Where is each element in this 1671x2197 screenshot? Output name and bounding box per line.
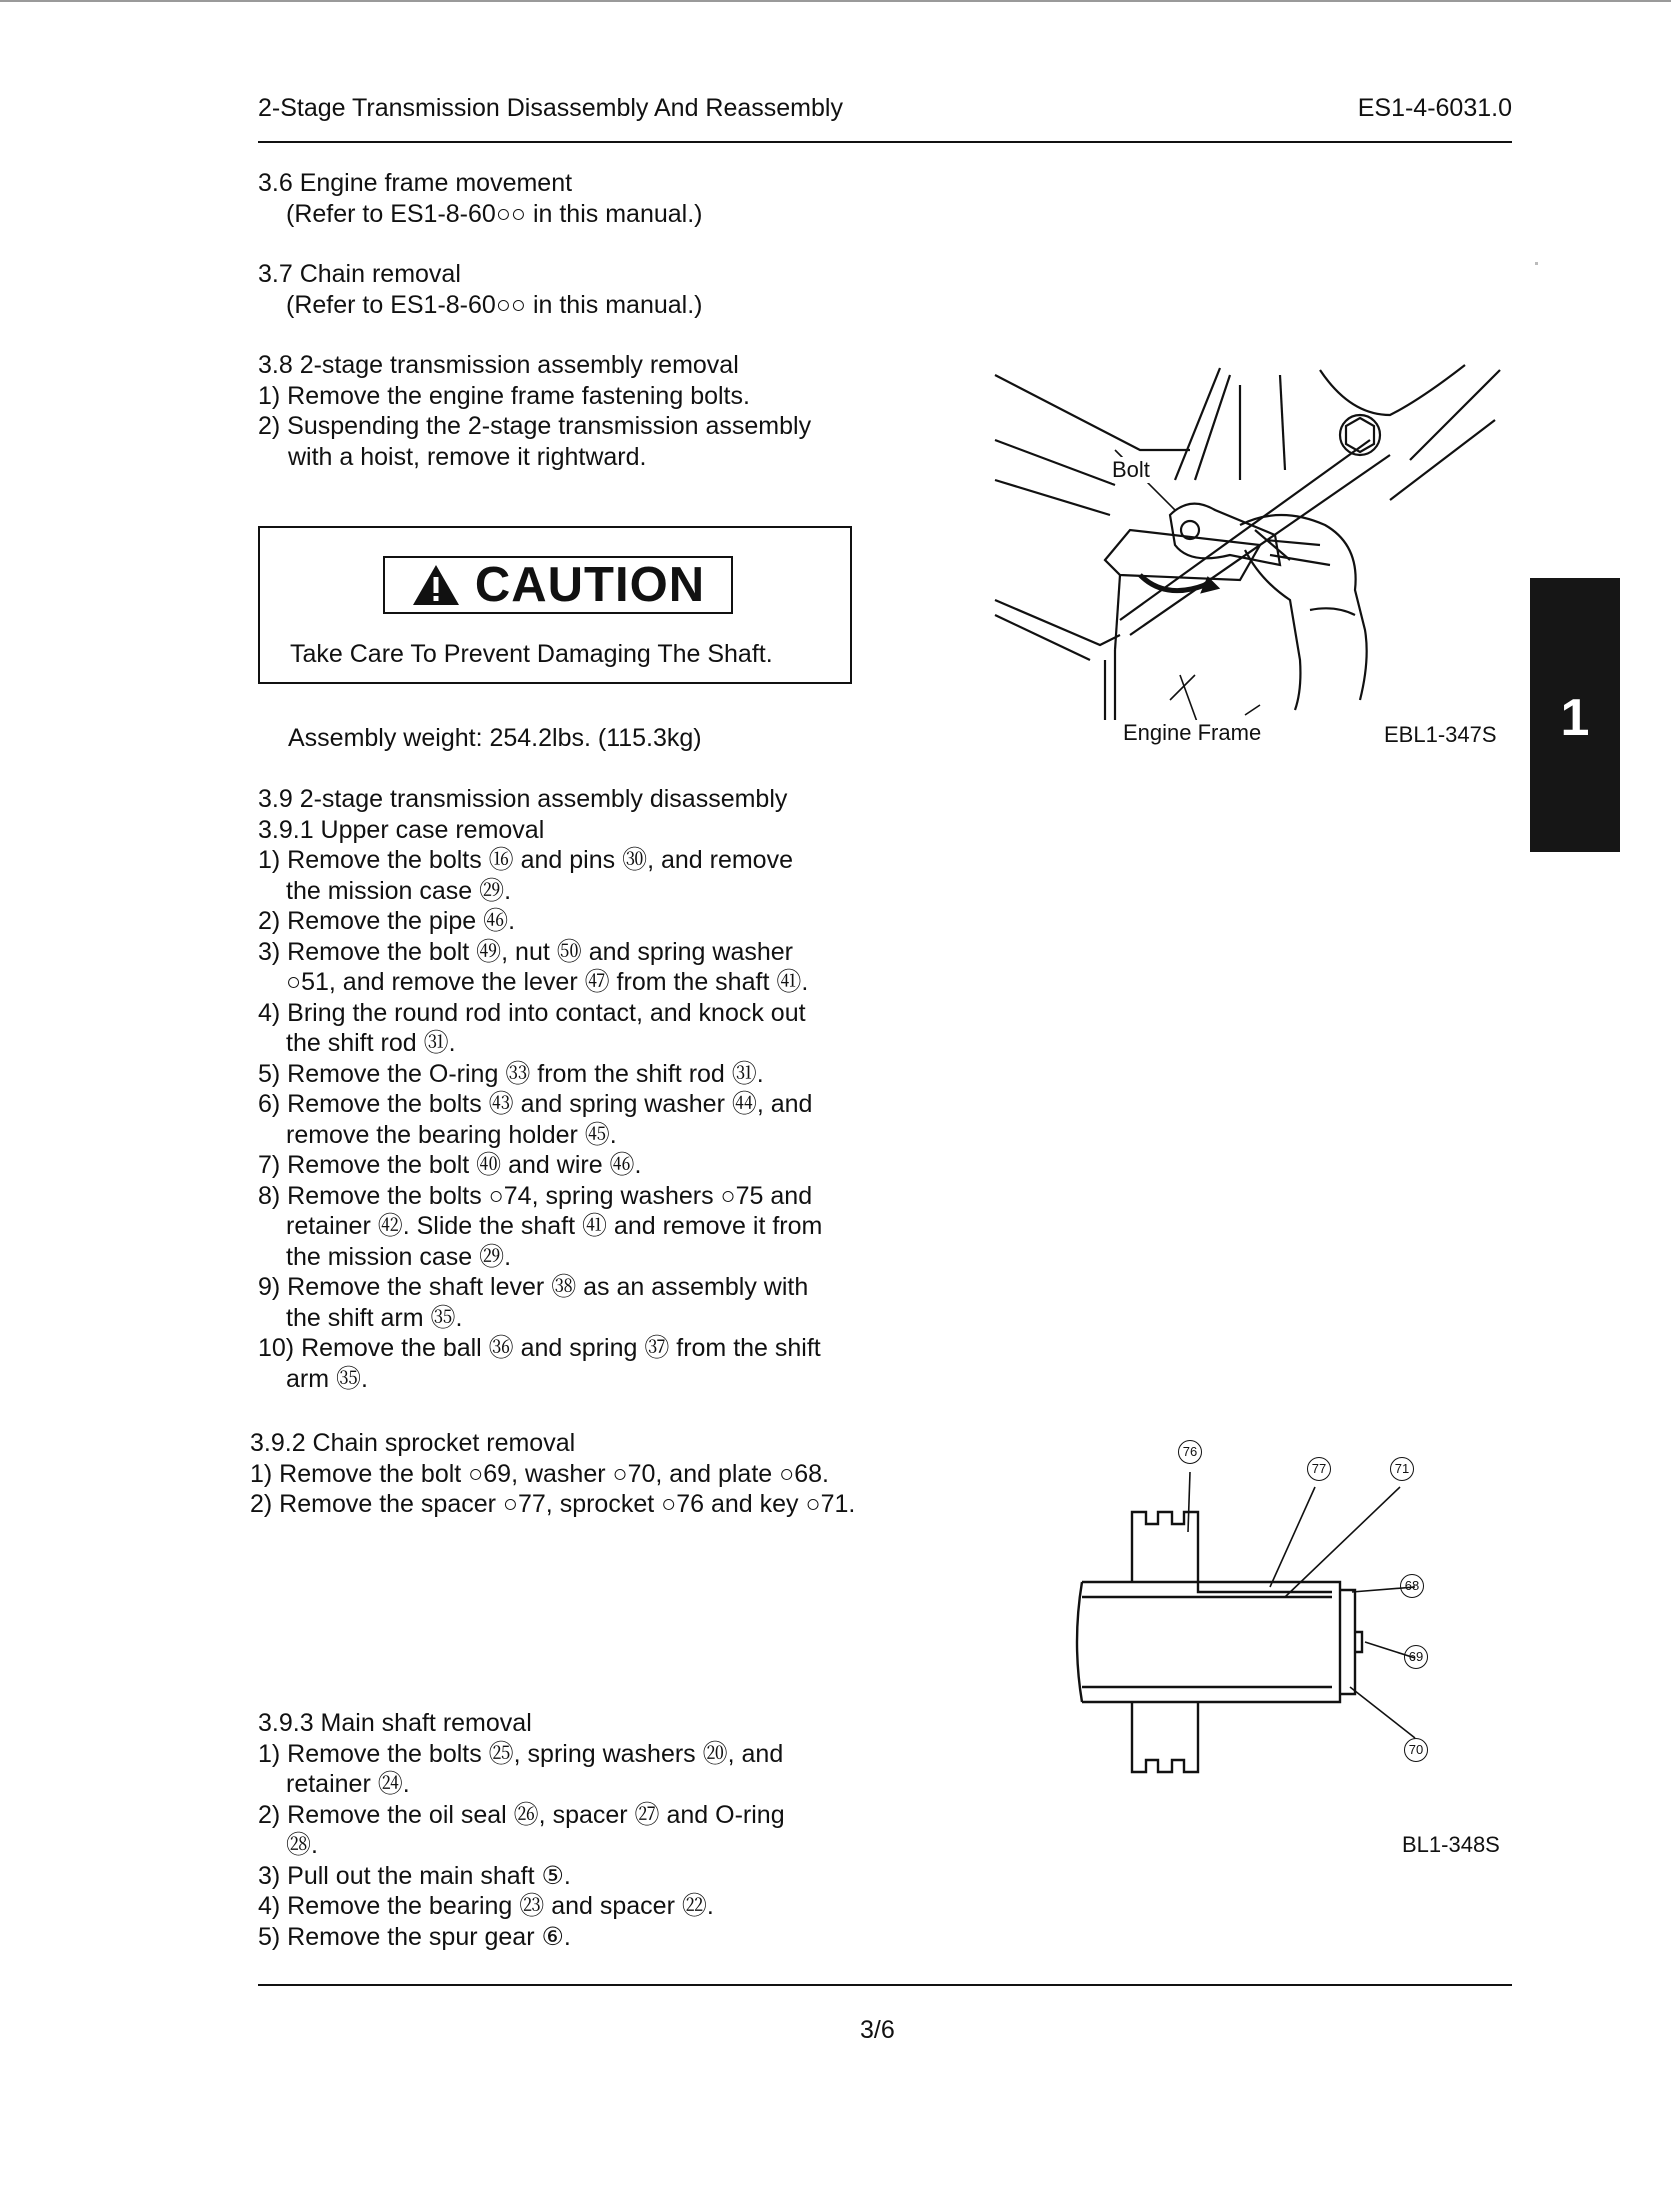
figure2-code: BL1-348S [1402, 1832, 1500, 1857]
footer-rule [258, 1984, 1512, 1986]
chapter-number: 1 [1560, 689, 1590, 747]
step-line: 2) Remove the oil seal ㉖, spacer ㉗ and O-ring [258, 1800, 785, 1829]
step-line: 4) Bring the round rod into contact, and knock out [258, 998, 806, 1027]
caution-title: CAUTION [474, 557, 706, 612]
subsection-heading: 3.9.1 Upper case removal [258, 815, 545, 844]
reference-note: (Refer to ES1-8-60○○ in this manual.) [286, 290, 703, 319]
section-heading: 3.8 2-stage transmission assembly removal [258, 351, 739, 379]
wrench-illustration [990, 360, 1510, 720]
callout-68: 68 [1400, 1574, 1424, 1598]
step-line: the mission case ㉙. [286, 1242, 512, 1271]
step-line: 1) Remove the bolts ⑯ and pins ㉚, and remove [258, 846, 793, 874]
page-top-border [0, 0, 1671, 2]
document-code: ES1-4-6031.0 [1357, 94, 1512, 122]
step-line: retainer ㉔. [286, 1770, 410, 1798]
section-3-9-2 [250, 1428, 855, 1520]
step-line: 5) Remove the O-ring ㉝ from the shift rod ㉛. [258, 1059, 764, 1088]
step-line: 2) Remove the spacer ○77, sprocket ○76 and key ○71. [250, 1490, 856, 1518]
bolt-label: Bolt [1112, 457, 1150, 482]
callout-70: 70 [1404, 1738, 1428, 1762]
section-3-9-3 [258, 1708, 785, 1952]
step-line: the shift arm ㉟. [286, 1303, 463, 1332]
subsection-heading: 3.9.2 Chain sprocket removal [250, 1429, 576, 1457]
scan-speck [1535, 262, 1538, 265]
callout-71: 71 [1390, 1457, 1414, 1481]
section-heading: 3.9 2-stage transmission assembly disassembly [258, 785, 788, 813]
step-line: 5) Remove the spur gear ⑥. [258, 1922, 571, 1951]
step-line: remove the bearing holder ㊺. [286, 1120, 617, 1149]
section-heading: 3.6 Engine frame movement [258, 169, 573, 197]
step-line: arm ㉟. [286, 1364, 368, 1393]
figure1-code: EBL1-347S [1384, 722, 1497, 747]
section-heading: 3.7 Chain removal [258, 260, 461, 288]
callout-69: 69 [1404, 1645, 1428, 1669]
step-line: 2) Suspending the 2-stage transmission assembly [258, 412, 812, 440]
step-line: 3) Remove the bolt ㊾, nut ㊿ and spring washer [258, 937, 793, 966]
assembly-weight: Assembly weight: 254.2lbs. (115.3kg) [288, 724, 702, 752]
step-line: 7) Remove the bolt ㊵ and wire ㊻. [258, 1151, 642, 1179]
step-line: the shift rod ㉛. [286, 1029, 456, 1057]
header-title: 2-Stage Transmission Disassembly And Reassembly [258, 94, 843, 122]
engine-frame-label: Engine Frame [1123, 720, 1262, 745]
step-line: 6) Remove the bolts ㊸ and spring washer ㊹, and [258, 1090, 813, 1118]
step-line: 3) Pull out the main shaft ⑤. [258, 1861, 571, 1890]
step-line: ㉘. [286, 1831, 318, 1859]
page-header [258, 94, 1512, 134]
step-line: 4) Remove the bearing ㉓ and spacer ㉒. [258, 1892, 714, 1920]
step-line: 8) Remove the bolts ○74, spring washers ○75 and [258, 1181, 813, 1210]
subsection-heading: 3.9.3 Main shaft removal [258, 1709, 532, 1737]
page-number: 3/6 [860, 2016, 895, 2044]
section-3-8 [258, 350, 811, 472]
chapter-tab [1530, 578, 1620, 852]
step-line: with a hoist, remove it rightward. [288, 442, 647, 471]
sprocket-illustration [1070, 1432, 1510, 1832]
step-line: ○51, and remove the lever ㊼ from the shaft ㊶. [286, 968, 809, 996]
step-line: 1) Remove the engine frame fastening bolts. [258, 381, 750, 410]
figure-engine-frame-bolt [990, 360, 1510, 755]
caution-box [258, 526, 852, 684]
step-line: retainer ㊷. Slide the shaft ㊶ and remove it from [286, 1212, 823, 1240]
caution-title-frame [383, 556, 733, 614]
step-line: 2) Remove the pipe ㊻. [258, 907, 516, 935]
step-line: 10) Remove the ball ㊱ and spring ㊲ from the shift [258, 1334, 821, 1362]
reference-note: (Refer to ES1-8-60○○ in this manual.) [286, 199, 703, 228]
callout-76: 76 [1178, 1440, 1202, 1464]
section-3-7 [258, 259, 702, 320]
caution-message: Take Care To Prevent Damaging The Shaft. [290, 640, 773, 668]
step-line: the mission case ㉙. [286, 876, 512, 905]
step-line: 1) Remove the bolt ○69, washer ○70, and plate ○68. [250, 1459, 829, 1488]
section-3-6 [258, 168, 702, 229]
step-line: 9) Remove the shaft lever ㊳ as an assembly with [258, 1273, 809, 1301]
figure-sprocket-section [1070, 1432, 1510, 1862]
warning-triangle-icon [411, 563, 461, 607]
step-line: 1) Remove the bolts ㉕, spring washers ⑳, and [258, 1739, 784, 1768]
callout-77: 77 [1307, 1457, 1331, 1481]
section-3-9 [258, 784, 822, 1394]
header-rule [258, 141, 1512, 143]
